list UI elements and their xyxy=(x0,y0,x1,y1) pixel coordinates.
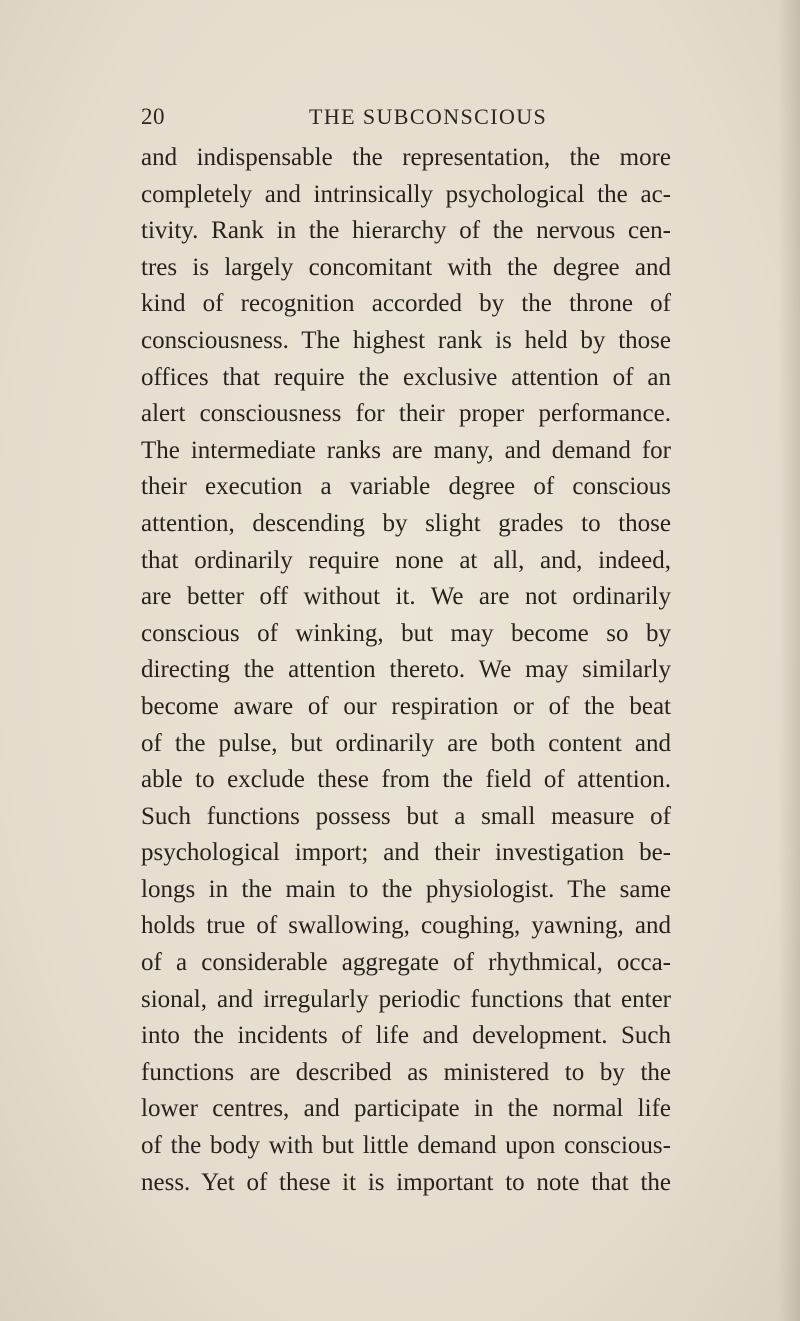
text-line: tres is largely concomitant with the degree and xyxy=(141,253,671,281)
page-header xyxy=(141,98,661,138)
text-line: their execution a variable degree of conscious xyxy=(141,473,671,501)
page-edge-shadow xyxy=(778,0,800,1321)
text-line: become aware of our respiration or of the beat xyxy=(141,692,671,720)
text-line: completely and intrinsically psychological the ac- xyxy=(141,180,671,208)
text-line: The intermediate ranks are many, and demand for xyxy=(141,436,671,464)
body-text xyxy=(141,140,671,1201)
text-line: holds true of swallowing, coughing, yawning, and xyxy=(141,912,671,940)
text-line: that ordinarily require none at all, and, indeed, xyxy=(141,546,671,574)
text-line: of a considerable aggregate of rhythmical, occa- xyxy=(141,949,671,977)
page-number: 20 xyxy=(141,104,165,129)
text-line: tivity. Rank in the hierarchy of the nervous cen- xyxy=(141,217,671,245)
text-line: psychological import; and their investigation be- xyxy=(141,839,671,867)
text-line: of the pulse, but ordinarily are both content and xyxy=(141,729,671,757)
text-line: of the body with but little demand upon conscious- xyxy=(141,1132,671,1160)
text-line: functions are described as ministered to by the xyxy=(141,1058,671,1086)
text-line: alert consciousness for their proper performance. xyxy=(141,400,671,428)
text-line: lower centres, and participate in the normal life xyxy=(141,1095,671,1123)
text-line: offices that require the exclusive attention of an xyxy=(141,363,671,391)
text-line: ness. Yet of these it is important to note that the xyxy=(141,1168,671,1196)
text-line: Such functions possess but a small measure of xyxy=(141,802,671,830)
text-line: kind of recognition accorded by the throne of xyxy=(141,290,671,318)
text-line: attention, descending by slight grades to those xyxy=(141,509,671,537)
text-line: able to exclude these from the field of attention. xyxy=(141,766,671,794)
text-line: into the incidents of life and development. Such xyxy=(141,1022,671,1050)
text-line: longs in the main to the physiologist. The same xyxy=(141,875,671,903)
text-line: and indispensable the representation, the more xyxy=(141,144,671,171)
text-line: are better off without it. We are not ordinarily xyxy=(141,583,671,611)
text-line: conscious of winking, but may become so by xyxy=(141,619,671,647)
text-line: sional, and irregularly periodic functions that enter xyxy=(141,985,671,1013)
text-line: directing the attention thereto. We may similarly xyxy=(141,656,671,684)
text-line: consciousness. The highest rank is held by those xyxy=(141,326,671,354)
running-head: THE SUBCONSCIOUS xyxy=(309,104,548,129)
